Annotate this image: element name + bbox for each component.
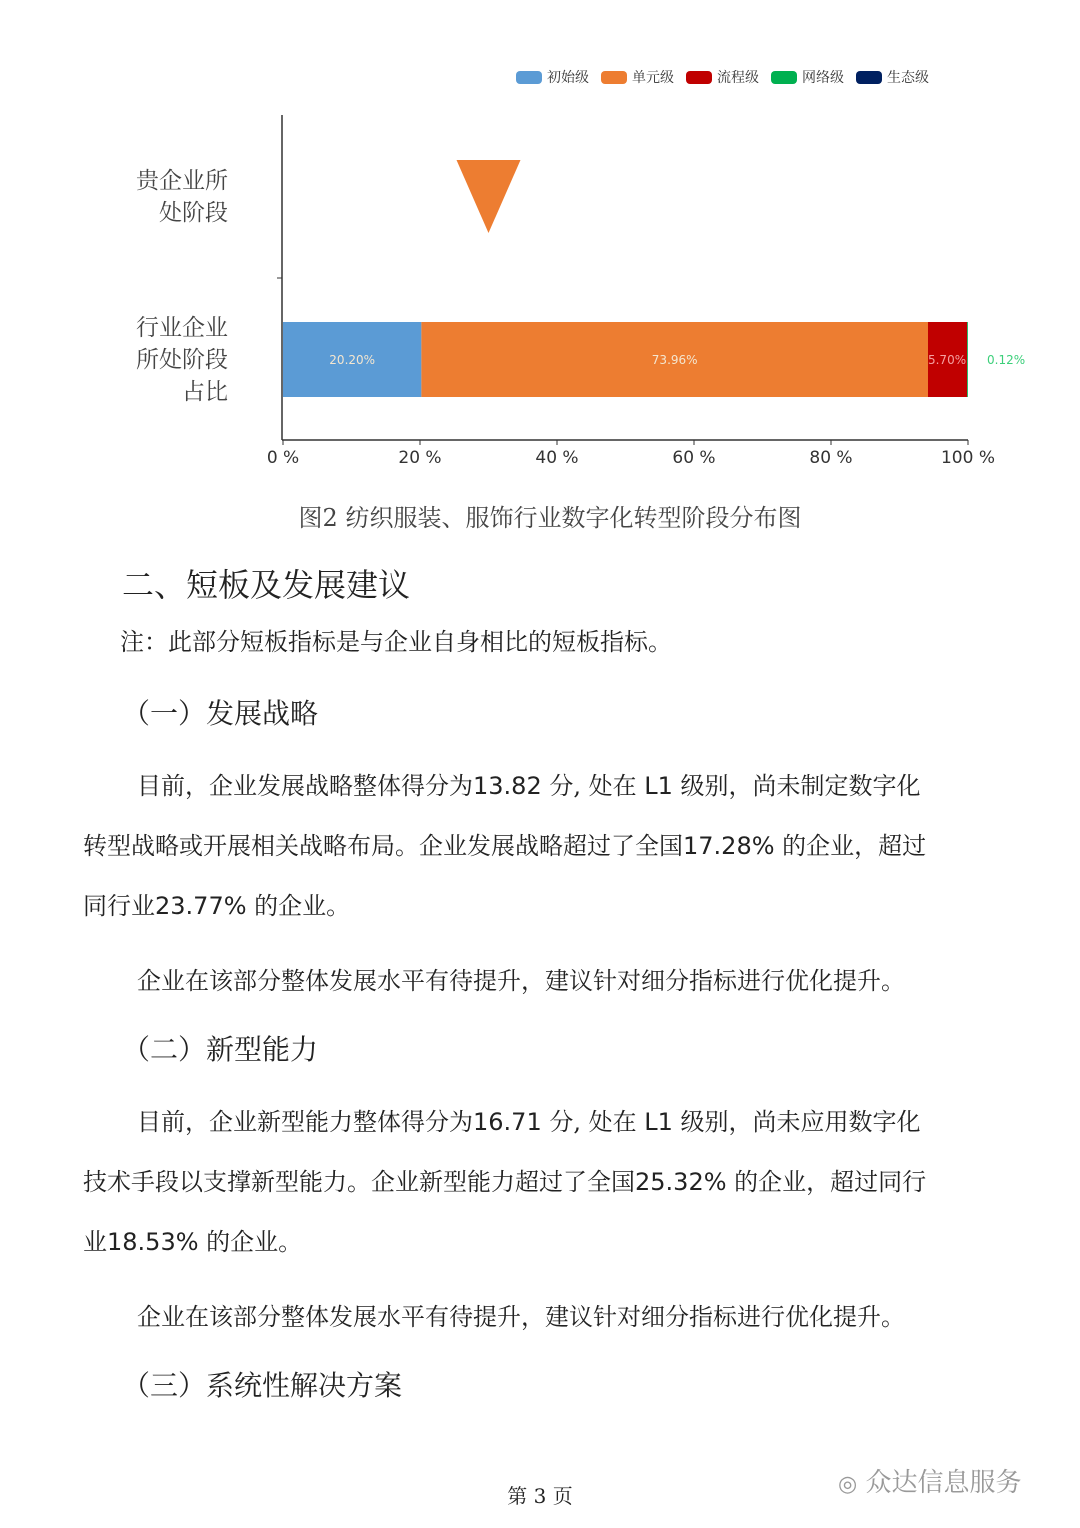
wechat-icon: ◎ bbox=[838, 1472, 858, 1497]
page-number: 第 3 页 bbox=[507, 1484, 573, 1508]
data-label: 5.70% bbox=[927, 353, 967, 367]
data-label: 0.12% bbox=[987, 353, 1026, 367]
company-stage-marker bbox=[457, 160, 521, 233]
legend-label: 网络级 bbox=[802, 70, 844, 86]
watermark: ◎ 众达信息服务 bbox=[838, 1468, 1022, 1498]
subsection-title-solution: （三）系统性解决方案 bbox=[122, 1369, 403, 1402]
capability-line3: 业18.53% 的企业。 bbox=[83, 1228, 303, 1256]
section-title: 二、短板及发展建议 bbox=[122, 566, 411, 604]
capability-advice: 企业在该部分整体发展水平有待提升，建议针对细分指标进行优化提升。 bbox=[137, 1303, 905, 1331]
x-tick-label: 60 % bbox=[672, 448, 716, 468]
x-tick-label: 80 % bbox=[809, 448, 853, 468]
subsection-title-strategy: （一）发展战略 bbox=[122, 697, 319, 730]
stage-chart bbox=[0, 0, 1080, 480]
x-tick-label: 40 % bbox=[535, 448, 579, 468]
data-label: 73.96% bbox=[651, 353, 698, 367]
y-label-industry: 行业企业 所处阶段 占比 bbox=[136, 315, 228, 405]
x-tick-label: 0 % bbox=[266, 448, 300, 468]
strategy-line2: 转型战略或开展相关战略布局。企业发展战略超过了全国17.28% 的企业，超过 bbox=[83, 832, 927, 860]
strategy-line1: 目前，企业发展战略整体得分为13.82 分, 处在 L1 级别，尚未制定数字化 bbox=[137, 772, 921, 800]
legend-label: 初始级 bbox=[547, 70, 589, 86]
x-tick-label: 20 % bbox=[398, 448, 442, 468]
capability-line1: 目前，企业新型能力整体得分为16.71 分, 处在 L1 级别，尚未应用数字化 bbox=[137, 1108, 921, 1136]
legend-label: 单元级 bbox=[632, 70, 674, 86]
y-label-company: 贵企业所 处阶段 bbox=[136, 168, 228, 226]
legend-label: 生态级 bbox=[887, 70, 929, 86]
capability-line2: 技术手段以支撑新型能力。企业新型能力超过了全国25.32% 的企业，超过同行 bbox=[83, 1168, 927, 1196]
legend-label: 流程级 bbox=[717, 70, 759, 86]
bar-segment-4 bbox=[967, 322, 968, 397]
data-label: 20.20% bbox=[329, 353, 376, 367]
note: 注：此部分短板指标是与企业自身相比的短板指标。 bbox=[120, 628, 672, 656]
subsection-title-capability: （二）新型能力 bbox=[122, 1033, 319, 1066]
strategy-line3: 同行业23.77% 的企业。 bbox=[83, 892, 351, 920]
strategy-advice: 企业在该部分整体发展水平有待提升，建议针对细分指标进行优化提升。 bbox=[137, 967, 905, 995]
chart-caption: 图2 纺织服装、服饰行业数字化转型阶段分布图 bbox=[298, 504, 802, 532]
x-tick-label: 100 % bbox=[940, 448, 996, 468]
